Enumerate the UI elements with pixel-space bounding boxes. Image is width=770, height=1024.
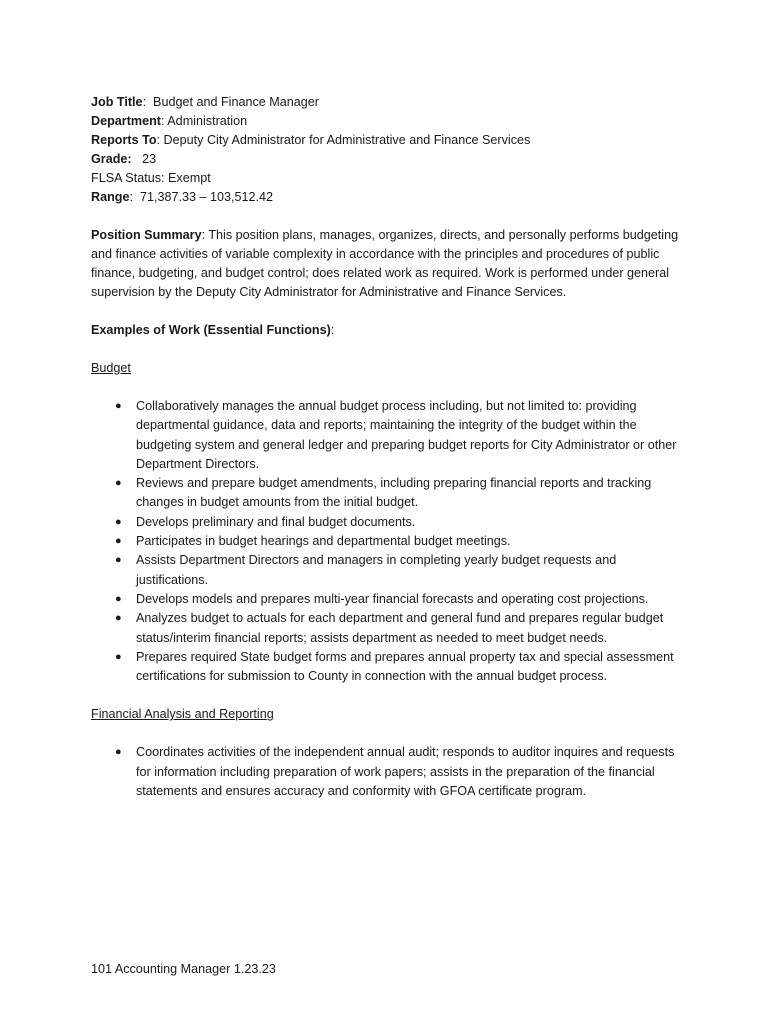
financial-heading: Financial Analysis and Reporting <box>91 707 274 722</box>
list-item <box>91 397 691 474</box>
reports-to-line <box>91 131 691 150</box>
department-line <box>91 112 691 131</box>
list-item <box>91 609 691 648</box>
list-item <box>91 474 691 513</box>
examples-label: Examples of Work (Essential Functions) <box>91 323 331 337</box>
bullet-icon: ● <box>115 746 122 759</box>
bullet-icon: ● <box>115 554 122 567</box>
grade-label: Grade: <box>91 152 132 166</box>
examples-suffix: : <box>330 323 335 337</box>
list-item-text: Participates in budget hearings and departmental budget meetings. <box>136 534 511 549</box>
list-item <box>91 532 691 551</box>
list-item-text: Prepares required State budget forms and prepares annual property tax and special assessment certifications for submission to County in connection with the annual budget process. <box>136 649 674 684</box>
job-title-value: : Budget and Finance Manager <box>142 95 319 109</box>
department-label: Department <box>91 114 161 128</box>
range-value: : 71,387.33 – 103,512.42 <box>129 190 274 204</box>
position-summary-text: : This position plans, manages, organizes, directs, and personally performs budgeting and finance activities of variable complexity in accordance with the principles and procedures of public finance, budgeting, and budget control; does related work as required. Work is performed under general supervision by the Deputy City Administrator for Administrative and Finance Services. <box>91 228 679 299</box>
grade-line <box>91 150 691 169</box>
bullet-icon: ● <box>115 535 122 548</box>
examples-heading <box>91 321 691 340</box>
bullet-icon: ● <box>115 400 122 412</box>
page-footer: 101 Accounting Manager 1.23.23 <box>91 962 276 976</box>
list-item <box>91 743 691 801</box>
list-item-text: Coordinates activities of the independent annual audit; responds to auditor inquires and requests for information including preparation of work papers; assists in the preparation of the financial statements and ensures accuracy and conformity with GFOA certificate program. <box>136 745 675 799</box>
position-summary-label: Position Summary <box>91 228 202 242</box>
list-item-text: Assists Department Directors and managers in completing yearly budget requests and justifications. <box>136 553 617 587</box>
list-item-text: Collaboratively manages the annual budget process including, but not limited to: providing departmental guidance, data and reports; maintaining the integrity of the budget within the budgeting system and general ledger and preparing budget reports for City Administrator or other Department Directors. <box>136 399 677 471</box>
list-item-text: Develops models and prepares multi-year financial forecasts and operating cost projections. <box>136 591 649 606</box>
list-item <box>91 551 691 590</box>
document-page <box>91 93 691 801</box>
department-value: : Administration <box>160 114 248 128</box>
bullet-icon: ● <box>115 515 122 528</box>
bullet-icon: ● <box>115 592 122 605</box>
position-summary <box>91 226 691 302</box>
grade-value: 23 <box>131 152 157 166</box>
range-line <box>91 188 691 207</box>
list-item-text: Develops preliminary and final budget documents. <box>136 514 416 529</box>
list-item-text: Analyzes budget to actuals for each department and general fund and prepares regular budget status/interim financial reports; assists department as needed to meet budget needs. <box>136 611 664 645</box>
budget-list <box>91 397 691 686</box>
bullet-icon: ● <box>115 477 122 490</box>
list-item <box>91 648 691 687</box>
financial-list <box>91 743 691 801</box>
list-item <box>91 590 691 609</box>
range-label: Range <box>91 190 130 204</box>
list-item-text: Reviews and prepare budget amendments, including preparing financial reports and tracking changes in budget amounts from the initial budget. <box>136 476 652 510</box>
reports-to-value: : Deputy City Administrator for Administrative and Finance Services <box>156 133 531 147</box>
job-title-label: Job Title <box>91 95 143 109</box>
list-item <box>91 513 691 532</box>
bullet-icon: ● <box>115 612 122 625</box>
reports-to-label: Reports To <box>91 133 157 147</box>
bullet-icon: ● <box>115 650 122 663</box>
flsa-line: FLSA Status: Exempt <box>91 171 211 185</box>
job-title-line <box>91 93 691 112</box>
budget-heading: Budget <box>91 361 131 375</box>
